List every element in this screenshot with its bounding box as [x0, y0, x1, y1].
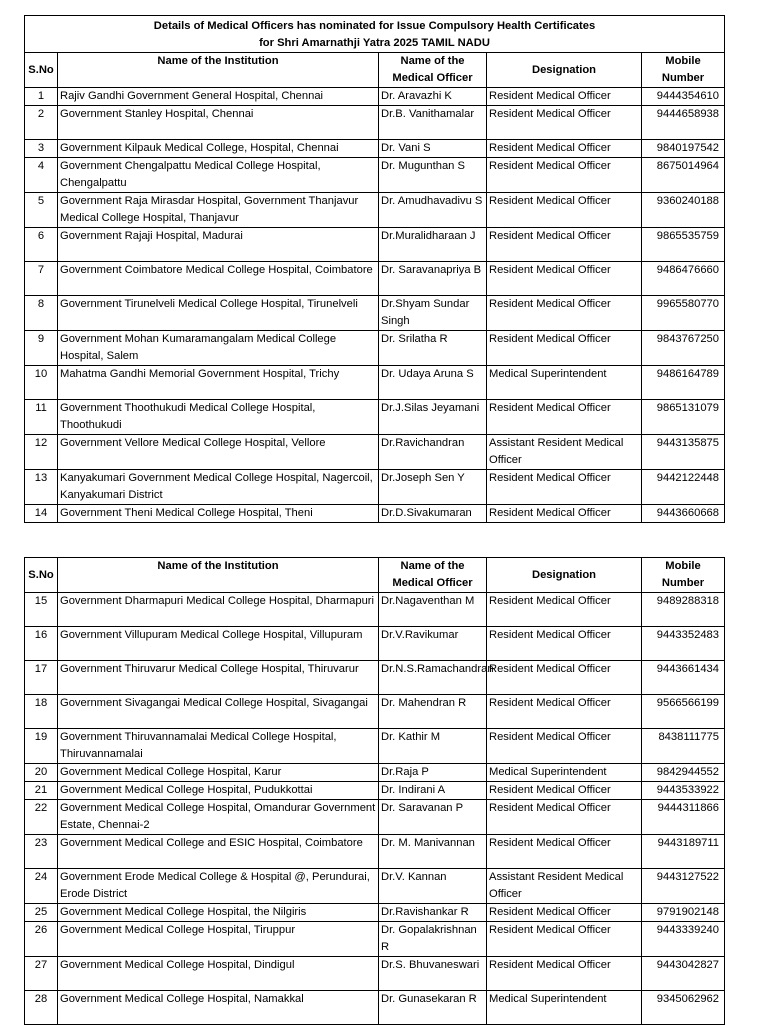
cell-sno: 6 [25, 228, 58, 262]
cell-designation: Resident Medical Officer [487, 904, 642, 922]
officers-table-part1 [24, 15, 725, 523]
cell-institution: Rajiv Gandhi Government General Hospital, Chennai [58, 88, 379, 106]
table-row [25, 593, 725, 627]
cell-institution: Government Medical College Hospital, Dindigul [58, 957, 379, 991]
cell-designation: Resident Medical Officer [487, 140, 642, 158]
cell-officer: Dr. Mugunthan S [379, 158, 487, 193]
cell-institution: Government Theni Medical College Hospital, Theni [58, 505, 379, 523]
cell-sno: 22 [25, 800, 58, 835]
cell-sno: 3 [25, 140, 58, 158]
cell-sno: 1 [25, 88, 58, 106]
cell-designation: Resident Medical Officer [487, 331, 642, 366]
cell-mobile: 9442122448 [642, 470, 725, 505]
cell-sno: 26 [25, 922, 58, 957]
header-sno: S.No [25, 558, 58, 593]
cell-designation: Resident Medical Officer [487, 106, 642, 140]
cell-mobile: 9360240188 [642, 193, 725, 228]
cell-sno: 15 [25, 593, 58, 627]
cell-institution: Government Vellore Medical College Hospital, Vellore [58, 435, 379, 470]
cell-institution: Government Sivagangai Medical College Hospital, Sivagangai [58, 695, 379, 729]
header-designation: Designation [487, 53, 642, 88]
cell-sno: 19 [25, 729, 58, 764]
cell-designation: Resident Medical Officer [487, 400, 642, 435]
officers-table-part2 [24, 557, 725, 1025]
cell-institution: Government Thoothukudi Medical College Hospital, Thoothukudi [58, 400, 379, 435]
cell-officer: Dr.S. Bhuvaneswari [379, 957, 487, 991]
cell-mobile: 9443660668 [642, 505, 725, 523]
header-officer: Name of the Medical Officer [379, 558, 487, 593]
title-line-2: for Shri Amarnathji Yatra 2025 TAMIL NADU [259, 37, 490, 49]
table-row [25, 435, 725, 470]
table-row [25, 140, 725, 158]
cell-designation: Resident Medical Officer [487, 922, 642, 957]
cell-mobile: 8675014964 [642, 158, 725, 193]
header-mobile: Mobile Number [642, 53, 725, 88]
cell-mobile: 9443533922 [642, 782, 725, 800]
cell-mobile: 9443339240 [642, 922, 725, 957]
table-row [25, 904, 725, 922]
cell-mobile: 9489288318 [642, 593, 725, 627]
cell-institution: Government Erode Medical College & Hospital @, Perundurai, Erode District [58, 869, 379, 904]
cell-mobile: 9444658938 [642, 106, 725, 140]
cell-mobile: 9443189711 [642, 835, 725, 869]
cell-sno: 2 [25, 106, 58, 140]
cell-mobile: 9345062962 [642, 991, 725, 1025]
cell-sno: 7 [25, 262, 58, 296]
cell-sno: 8 [25, 296, 58, 331]
cell-officer: Dr.Raja P [379, 764, 487, 782]
cell-mobile: 9791902148 [642, 904, 725, 922]
cell-officer: Dr. Mahendran R [379, 695, 487, 729]
table-row [25, 158, 725, 193]
cell-officer: Dr.Muralidharaan J [379, 228, 487, 262]
cell-mobile: 9443127522 [642, 869, 725, 904]
table-row [25, 627, 725, 661]
cell-officer: Dr.Ravishankar R [379, 904, 487, 922]
header-institution: Name of the Institution [58, 558, 379, 593]
cell-institution: Government Mohan Kumaramangalam Medical College Hospital, Salem [58, 331, 379, 366]
cell-sno: 24 [25, 869, 58, 904]
cell-designation: Resident Medical Officer [487, 957, 642, 991]
cell-institution: Government Kilpauk Medical College, Hospital, Chennai [58, 140, 379, 158]
cell-mobile: 9444354610 [642, 88, 725, 106]
cell-mobile: 9443352483 [642, 627, 725, 661]
cell-mobile: 9443042827 [642, 957, 725, 991]
cell-mobile: 8438111775 [642, 729, 725, 764]
cell-officer: Dr. Aravazhi K [379, 88, 487, 106]
cell-designation: Resident Medical Officer [487, 228, 642, 262]
cell-officer: Dr.Ravichandran [379, 435, 487, 470]
cell-mobile: 9486164789 [642, 366, 725, 400]
cell-institution: Government Medical College Hospital, Pudukkottai [58, 782, 379, 800]
cell-officer: Dr. Kathir M [379, 729, 487, 764]
cell-institution: Government Medical College and ESIC Hospital, Coimbatore [58, 835, 379, 869]
cell-mobile: 9443661434 [642, 661, 725, 695]
header-row [25, 558, 725, 593]
table-row [25, 957, 725, 991]
table-row [25, 835, 725, 869]
cell-institution: Government Thiruvarur Medical College Hospital, Thiruvarur [58, 661, 379, 695]
table-row [25, 228, 725, 262]
cell-officer: Dr.V.Ravikumar [379, 627, 487, 661]
table-row [25, 193, 725, 228]
cell-sno: 14 [25, 505, 58, 523]
cell-mobile: 9840197542 [642, 140, 725, 158]
cell-sno: 16 [25, 627, 58, 661]
cell-institution: Government Stanley Hospital, Chennai [58, 106, 379, 140]
cell-sno: 12 [25, 435, 58, 470]
cell-designation: Medical Superintendent [487, 366, 642, 400]
cell-mobile: 9444311866 [642, 800, 725, 835]
cell-officer: Dr.Joseph Sen Y [379, 470, 487, 505]
cell-sno: 21 [25, 782, 58, 800]
table-body-part2 [25, 593, 725, 1025]
cell-institution: Government Raja Mirasdar Hospital, Government Thanjavur Medical College Hospital, Thanjavur [58, 193, 379, 228]
table-row [25, 922, 725, 957]
cell-institution: Government Villupuram Medical College Hospital, Villupuram [58, 627, 379, 661]
cell-mobile: 9486476660 [642, 262, 725, 296]
cell-officer: Dr.Shyam Sundar Singh [379, 296, 487, 331]
header-sno: S.No [25, 53, 58, 88]
cell-designation: Resident Medical Officer [487, 193, 642, 228]
cell-sno: 25 [25, 904, 58, 922]
cell-institution: Government Tirunelveli Medical College Hospital, Tirunelveli [58, 296, 379, 331]
cell-designation: Resident Medical Officer [487, 505, 642, 523]
cell-officer: Dr.J.Silas Jeyamani [379, 400, 487, 435]
cell-institution: Government Medical College Hospital, Karur [58, 764, 379, 782]
cell-designation: Resident Medical Officer [487, 661, 642, 695]
cell-designation: Resident Medical Officer [487, 695, 642, 729]
cell-mobile: 9842944552 [642, 764, 725, 782]
cell-officer: Dr. Indirani A [379, 782, 487, 800]
cell-sno: 27 [25, 957, 58, 991]
cell-officer: Dr. Saravanan P [379, 800, 487, 835]
cell-designation: Resident Medical Officer [487, 800, 642, 835]
cell-institution: Government Rajaji Hospital, Madurai [58, 228, 379, 262]
cell-institution: Mahatma Gandhi Memorial Government Hospital, Trichy [58, 366, 379, 400]
cell-officer: Dr.D.Sivakumaran [379, 505, 487, 523]
cell-institution: Government Thiruvannamalai Medical College Hospital, Thiruvannamalai [58, 729, 379, 764]
cell-mobile: 9843767250 [642, 331, 725, 366]
cell-officer: Dr.V. Kannan [379, 869, 487, 904]
cell-designation: Resident Medical Officer [487, 627, 642, 661]
table-row [25, 782, 725, 800]
cell-mobile: 9443135875 [642, 435, 725, 470]
cell-officer: Dr. Saravanapriya B [379, 262, 487, 296]
cell-institution: Government Chengalpattu Medical College Hospital, Chengalpattu [58, 158, 379, 193]
cell-sno: 28 [25, 991, 58, 1025]
cell-designation: Medical Superintendent [487, 991, 642, 1025]
cell-mobile: 9865535759 [642, 228, 725, 262]
cell-sno: 13 [25, 470, 58, 505]
cell-institution: Government Medical College Hospital, Tiruppur [58, 922, 379, 957]
cell-institution: Government Medical College Hospital, the Nilgiris [58, 904, 379, 922]
cell-officer: Dr. M. Manivannan [379, 835, 487, 869]
cell-designation: Resident Medical Officer [487, 88, 642, 106]
table-row [25, 331, 725, 366]
cell-designation: Medical Superintendent [487, 764, 642, 782]
cell-institution: Kanyakumari Government Medical College Hospital, Nagercoil, Kanyakumari District [58, 470, 379, 505]
table-row [25, 400, 725, 435]
cell-designation: Assistant Resident Medical Officer [487, 435, 642, 470]
cell-sno: 20 [25, 764, 58, 782]
table-row [25, 296, 725, 331]
cell-designation: Resident Medical Officer [487, 835, 642, 869]
cell-sno: 11 [25, 400, 58, 435]
cell-sno: 5 [25, 193, 58, 228]
table-row [25, 991, 725, 1025]
table-row [25, 470, 725, 505]
cell-institution: Government Coimbatore Medical College Hospital, Coimbatore [58, 262, 379, 296]
header-mobile: Mobile Number [642, 558, 725, 593]
table-row [25, 764, 725, 782]
cell-designation: Assistant Resident Medical Officer [487, 869, 642, 904]
cell-officer: Dr. Gopalakrishnan R [379, 922, 487, 957]
cell-designation: Resident Medical Officer [487, 593, 642, 627]
title-line-1: Details of Medical Officers has nominated for Issue Compulsory Health Certificates [153, 20, 596, 32]
cell-institution: Government Dharmapuri Medical College Hospital, Dharmapuri [58, 593, 379, 627]
cell-officer: Dr.Nagaventhan M [379, 593, 487, 627]
table-row [25, 800, 725, 835]
table-body-part1 [25, 88, 725, 523]
cell-officer: Dr. Amudhavadivu S [379, 193, 487, 228]
cell-officer: Dr.N.S.Ramachandran [379, 661, 487, 695]
header-designation: Designation [487, 558, 642, 593]
cell-sno: 9 [25, 331, 58, 366]
cell-institution: Government Medical College Hospital, Namakkal [58, 991, 379, 1025]
cell-officer: Dr.B. Vanithamalar [379, 106, 487, 140]
cell-sno: 10 [25, 366, 58, 400]
cell-designation: Resident Medical Officer [487, 470, 642, 505]
title-row [25, 16, 725, 53]
cell-officer: Dr. Udaya Aruna S [379, 366, 487, 400]
header-institution: Name of the Institution [58, 53, 379, 88]
table-row [25, 729, 725, 764]
table-row [25, 262, 725, 296]
header-officer: Name of the Medical Officer [379, 53, 487, 88]
cell-officer: Dr. Srilatha R [379, 331, 487, 366]
cell-mobile: 9566566199 [642, 695, 725, 729]
table-row [25, 505, 725, 523]
header-row [25, 53, 725, 88]
cell-designation: Resident Medical Officer [487, 262, 642, 296]
table-row [25, 661, 725, 695]
cell-sno: 17 [25, 661, 58, 695]
cell-mobile: 9865131079 [642, 400, 725, 435]
cell-sno: 18 [25, 695, 58, 729]
cell-designation: Resident Medical Officer [487, 158, 642, 193]
cell-sno: 23 [25, 835, 58, 869]
cell-officer: Dr. Vani S [379, 140, 487, 158]
cell-designation: Resident Medical Officer [487, 782, 642, 800]
table-row [25, 869, 725, 904]
cell-designation: Resident Medical Officer [487, 296, 642, 331]
table-row [25, 366, 725, 400]
table-row [25, 106, 725, 140]
document-title [25, 16, 725, 53]
table-row [25, 695, 725, 729]
cell-sno: 4 [25, 158, 58, 193]
cell-officer: Dr. Gunasekaran R [379, 991, 487, 1025]
cell-designation: Resident Medical Officer [487, 729, 642, 764]
table-row [25, 88, 725, 106]
cell-mobile: 9965580770 [642, 296, 725, 331]
cell-institution: Government Medical College Hospital, Omandurar Government Estate, Chennai-2 [58, 800, 379, 835]
